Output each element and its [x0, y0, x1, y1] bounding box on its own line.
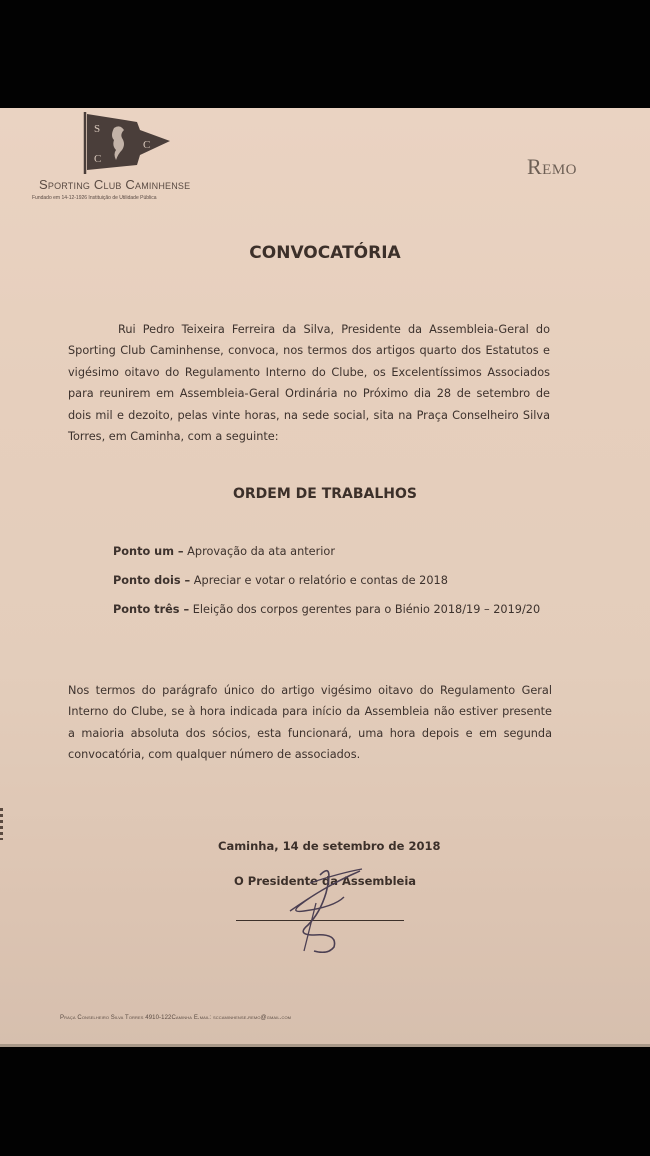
- agenda-title: ORDEM DE TRABALHOS: [232, 486, 418, 502]
- document-page: [0, 108, 650, 1047]
- date-line: Caminha, 14 de setembro de 2018: [218, 839, 441, 853]
- agenda-item: [113, 545, 540, 574]
- agenda-item-label: Ponto um –: [113, 545, 184, 558]
- agenda-item-text: Aprovação da ata anterior: [183, 545, 335, 558]
- intro-paragraph: Rui Pedro Teixeira Ferreira da Silva, Presidente da Assembleia-Geral do Sporting Club Caminhense, convoca, nos termos dos artigos quarto dos Estatutos e vigésimo oitavo do Regulamento Interno do Clube, os Excelentíssimos Associados para reunirem em Assembleia-Geral Ordinária no Próximo dia 28 de setembro de dois mil e dezoito, pelas vinte horas, na sede social, sita na Praça Conselheiro Silva Torres, em Caminha, com a seguinte:: [68, 323, 550, 444]
- agenda-item: [113, 603, 540, 632]
- club-name: Sporting Club Caminhense: [39, 177, 191, 192]
- footer-address: Praça Conselheiro Silva Torres 4910-122Caminha E.mail: sccaminhense.remo@gmail.com: [60, 1015, 292, 1021]
- agenda-item-label: Ponto dois –: [113, 574, 191, 587]
- paper-edge-marks: [0, 808, 3, 840]
- pennant-flag-icon: [82, 110, 177, 180]
- club-subtitle: Fundado em 14-12-1926 Instituição de Utilidade Pública: [32, 195, 157, 201]
- logo-letter-c1: C: [94, 153, 102, 165]
- club-logo: [30, 108, 250, 208]
- logo-letter-s: S: [94, 123, 101, 135]
- agenda-item-text: Eleição dos corpos gerentes para o Biénio 2018/19 – 2019/20: [189, 603, 541, 616]
- document-title: CONVOCATÓRIA: [249, 243, 401, 263]
- agenda-item-label: Ponto três –: [113, 603, 190, 616]
- agenda-list: [113, 545, 540, 632]
- closing-paragraph: Nos termos do parágrafo único do artigo vigésimo oitavo do Regulamento Geral Interno do Clube, se à hora indicada para início da Assembleia não estiver presente a maioria absoluta dos sócios, esta funcionará, uma hora depois e em segunda convocatória, com qualquer número de associados.: [68, 684, 552, 762]
- section-label: Remo: [527, 154, 578, 179]
- signatory-title: O Presidente da Assembleia: [234, 874, 417, 888]
- agenda-item: [113, 574, 540, 603]
- agenda-item-text: Apreciar e votar o relatório e contas de 2018: [190, 574, 448, 587]
- logo-letter-c2: C: [143, 139, 151, 151]
- handwritten-signature: [280, 863, 390, 953]
